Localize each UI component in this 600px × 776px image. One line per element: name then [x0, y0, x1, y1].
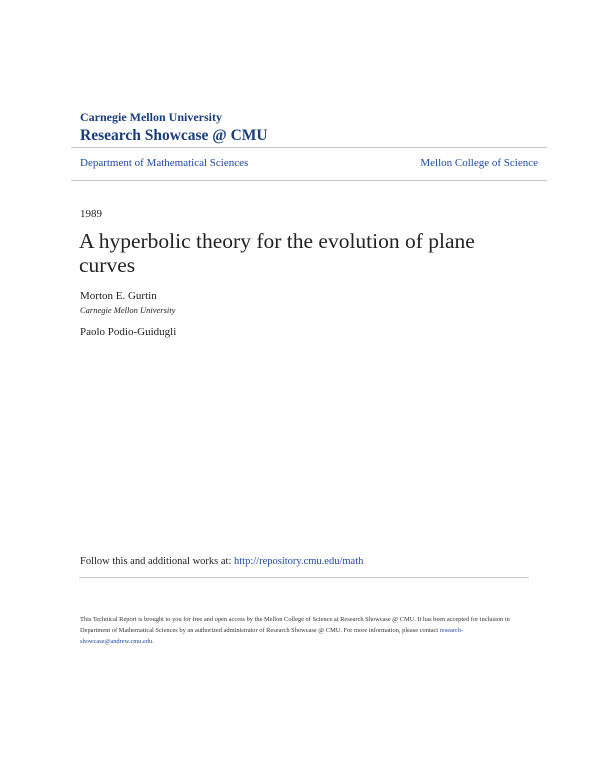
college-link[interactable]: Mellon College of Science [420, 157, 538, 169]
notice-text: This Technical Report is brought to you for free and open access by the Mellon College of Science at Research Showcase @ CMU. It has been accepted for inclusion in Department of Mathematical Sciences by an authorized administrator of Research Showcase @ CMU. For more information, please contact [80, 616, 510, 634]
university-name: Carnegie Mellon University [80, 110, 222, 124]
author-affiliation: Carnegie Mellon University [80, 305, 176, 315]
contact-email-link[interactable]: research-showcase@andrew.cmu.edu [80, 627, 464, 645]
department-link[interactable]: Department of Mathematical Sciences [80, 157, 249, 169]
access-notice [80, 614, 526, 647]
repository-link[interactable]: http://repository.cmu.edu/math [234, 556, 364, 567]
notice-end: . [152, 638, 154, 645]
divider [79, 577, 529, 578]
follow-line [80, 556, 363, 567]
author-name: Paolo Podio-Guidugli [80, 326, 177, 338]
publication-year: 1989 [80, 208, 102, 220]
repository-header [80, 110, 268, 145]
follow-text: Follow this and additional works at: [80, 556, 234, 567]
department-bar [71, 147, 547, 181]
showcase-name: Research Showcase @ CMU [80, 127, 268, 144]
author-name: Morton E. Gurtin [80, 290, 157, 302]
paper-title: A hyperbolic theory for the evolution of plane curves [79, 229, 475, 277]
